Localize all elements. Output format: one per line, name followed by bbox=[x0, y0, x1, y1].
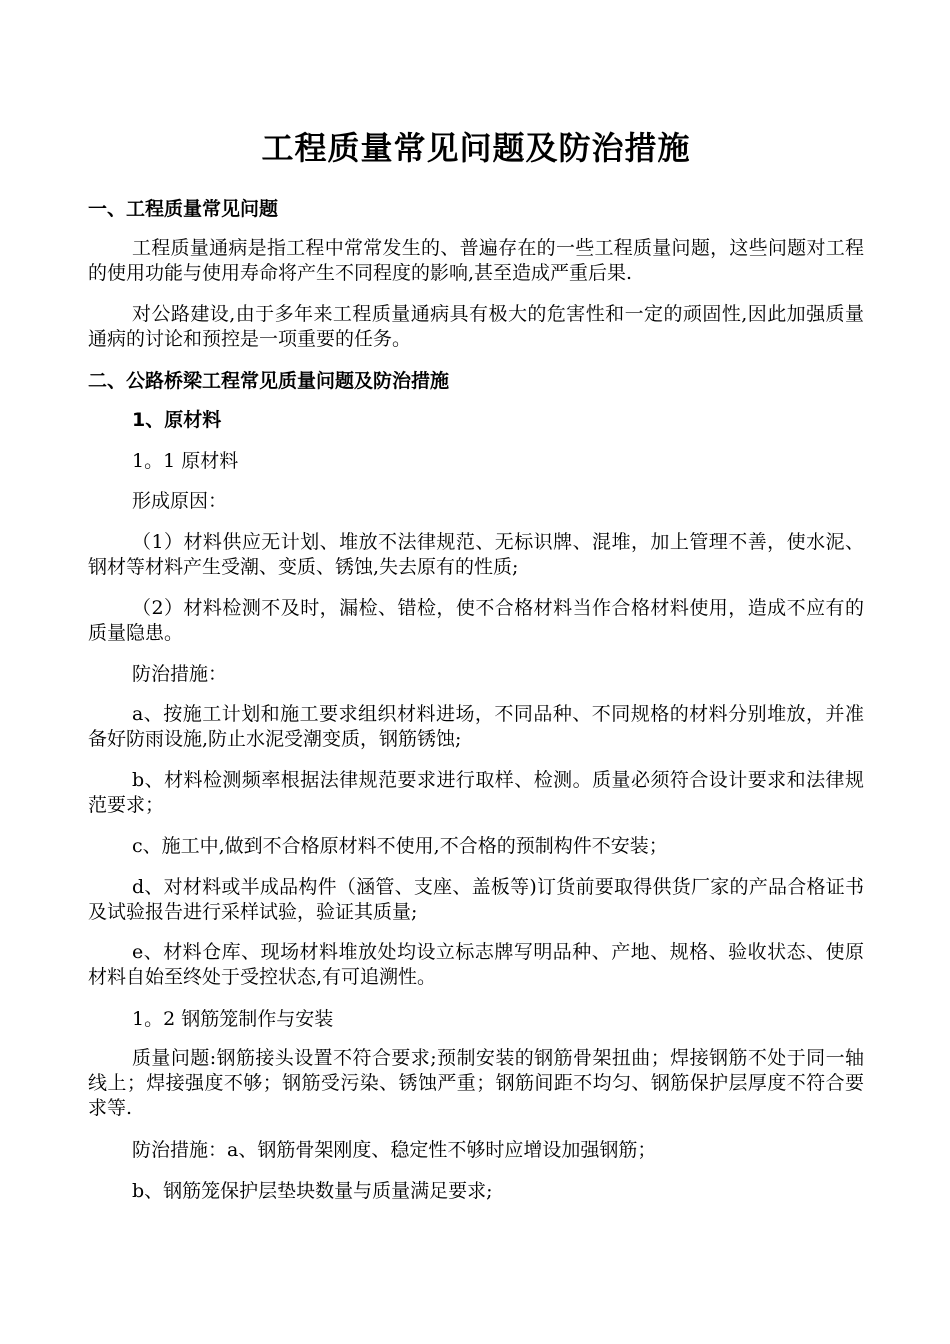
measure-e: e、材料仓库、现场材料堆放处均设立标志牌写明品种、产地、规格、验收状态、使原材料自始至终处于受控状态,有可追溯性。 bbox=[88, 941, 864, 988]
sub-heading-raw-materials: 1、原材料 bbox=[132, 409, 222, 431]
measure-d: d、对材料或半成品构件（涵管、支座、盖板等)订货前要取得供货厂家的产品合格证书及试验报告进行采样试验，验证其质量; bbox=[88, 876, 864, 923]
section-heading-2: 二、公路桥梁工程常见质量问题及防治措施 bbox=[88, 370, 450, 392]
item-heading-1-2: 1。2 钢筋笼制作与安装 bbox=[132, 1008, 334, 1030]
paragraph-intro-2: 对公路建设,由于多年来工程质量通病具有极大的危害性和一定的顽固性,因此加强质量通病的讨论和预控是一项重要的任务。 bbox=[88, 303, 864, 350]
cause-1: （1）材料供应无计划、堆放不法律规范、无标识牌、混堆，加上管理不善，使水泥、钢材等材料产生受潮、变质、锈蚀,失去原有的性质; bbox=[88, 531, 864, 578]
document-title: 工程质量常见问题及防治措施 bbox=[261, 129, 691, 167]
paragraph-intro-1: 工程质量通病是指工程中常常发生的、普遍存在的一些工程质量问题，这些问题对工程的使用功能与使用寿命将产生不同程度的影响,甚至造成严重后果. bbox=[88, 237, 864, 284]
measures-2-a: 防治措施：a、钢筋骨架刚度、稳定性不够时应增设加强钢筋； bbox=[132, 1139, 657, 1161]
quality-issue: 质量问题:钢筋接头设置不符合要求;预制安装的钢筋骨架扭曲；焊接钢筋不处于同一轴线上；焊接强度不够；钢筋受污染、锈蚀严重；钢筋间距不均匀、钢筋保护层厚度不符合要求等. bbox=[88, 1047, 864, 1119]
measure-c: c、施工中,做到不合格原材料不使用,不合格的预制构件不安装； bbox=[132, 835, 668, 857]
section-heading-1: 一、工程质量常见问题 bbox=[88, 198, 279, 220]
measures-2-b: b、钢筋笼保护层垫块数量与质量满足要求; bbox=[132, 1180, 493, 1202]
measures-label: 防治措施： bbox=[132, 663, 228, 685]
causes-label: 形成原因： bbox=[132, 490, 228, 512]
measure-a: a、按施工计划和施工要求组织材料进场，不同品种、不同规格的材料分别堆放，并准备好防雨设施,防止水泥受潮变质，钢筋锈蚀; bbox=[88, 703, 864, 750]
measure-b: b、材料检测频率根据法律规范要求进行取样、检测。质量必须符合设计要求和法律规范要求； bbox=[88, 769, 864, 816]
cause-2: （2）材料检测不及时，漏检、错检，使不合格材料当作合格材料使用，造成不应有的质量隐患。 bbox=[88, 597, 864, 644]
item-heading-1-1: 1。1 原材料 bbox=[132, 450, 239, 472]
